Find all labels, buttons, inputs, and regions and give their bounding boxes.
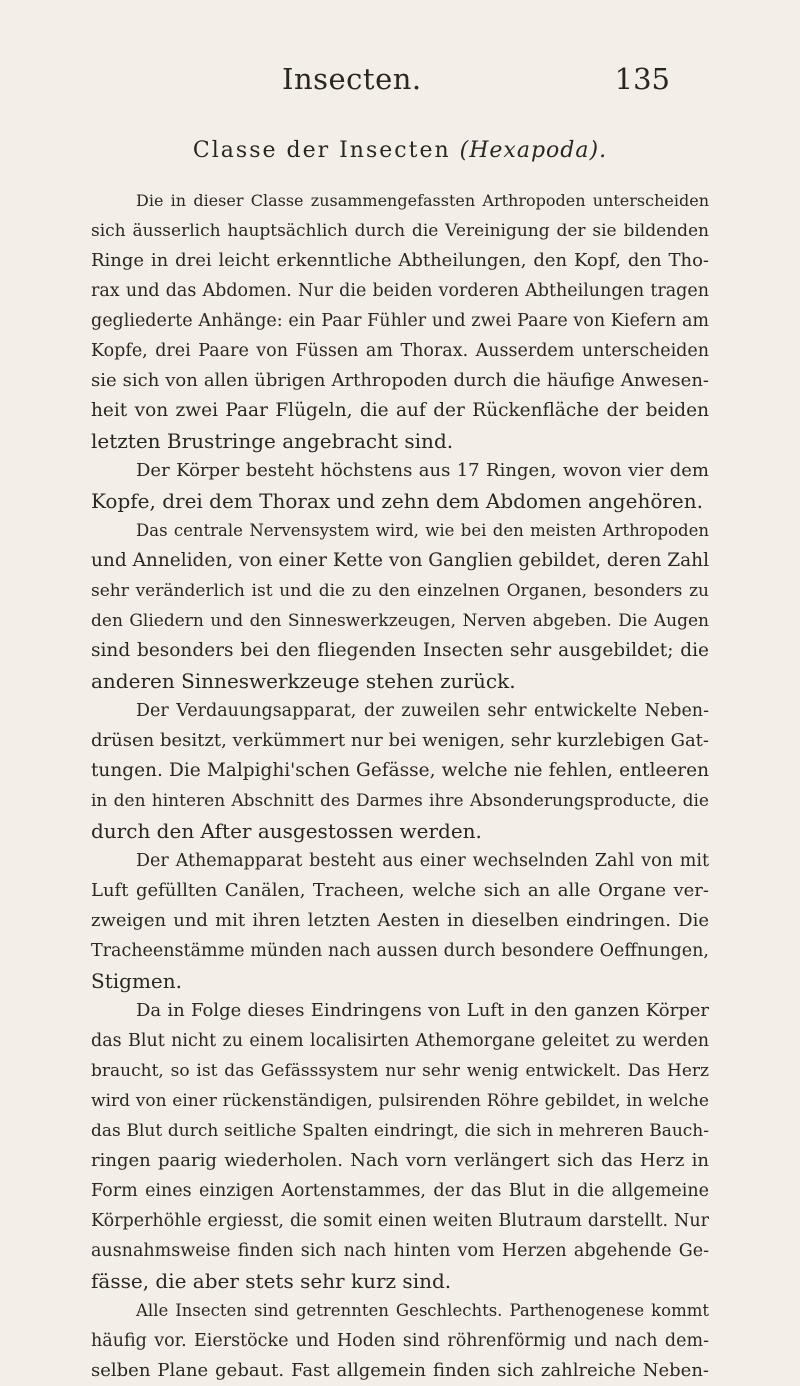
- text-line: ausnahmsweise finden sich nach hinten vom Herzen abgehende Ge-: [91, 1241, 709, 1261]
- text-line: gegliederte Anhänge: ein Paar Fühler und zwei Paare von Kiefern am: [91, 311, 709, 331]
- text-line: ringen paarig wiederholen. Nach vorn verlängert sich das Herz in: [91, 1150, 709, 1171]
- text-line: durch den After ausgestossen werden.: [91, 819, 482, 843]
- text-line: heit von zwei Paar Flügeln, die auf der Rückenfläche der beiden: [91, 400, 709, 421]
- section-heading: [0, 138, 800, 163]
- text-line: zweigen und mit ihren letzten Aesten in dieselben eindringen. Die: [91, 910, 709, 931]
- text-line: Tracheenstämme münden nach aussen durch besondere Oeffnungen,: [91, 941, 709, 961]
- text-line: das Blut nicht zu einem localisirten Athemorgane geleitet zu werden: [91, 1031, 709, 1051]
- text-line: braucht, so ist das Gefässsystem nur sehr wenig entwickelt. Das Herz: [91, 1061, 709, 1081]
- text-line: Luft gefüllten Canälen, Tracheen, welche sich an alle Organe ver-: [91, 880, 709, 901]
- text-line: Kopfe, drei dem Thorax und zehn dem Abdomen angehören.: [91, 489, 704, 513]
- section-heading-latin: (Hexapoda).: [459, 138, 608, 163]
- text-line: Der Verdauungsapparat, der zuweilen sehr entwickelte Neben-: [136, 701, 709, 721]
- text-line: das Blut durch seitliche Spalten eindringt, die sich in mehreren Bauch-: [91, 1121, 709, 1141]
- text-line: Der Körper besteht höchstens aus 17 Ringen, wovon vier dem: [136, 460, 709, 481]
- text-line: Alle Insecten sind getrennten Geschlechts. Parthenogenese kommt: [136, 1301, 709, 1320]
- text-line: fässe, die aber stets sehr kurz sind.: [91, 1269, 452, 1293]
- text-line: tungen. Die Malpighi'schen Gefässe, welche nie fehlen, entleeren: [91, 760, 709, 781]
- text-line: sich äusserlich hauptsächlich durch die Vereinigung der sie bildenden: [91, 221, 709, 241]
- text-line: Form eines einzigen Aortenstammes, der das Blut in die allgemeine: [91, 1181, 709, 1201]
- section-heading-text: Classe der Insecten: [192, 138, 451, 163]
- text-line: letzten Brustringe angebracht sind.: [91, 429, 454, 453]
- page-header: [0, 62, 800, 102]
- text-line: sie sich von allen übrigen Arthropoden durch die häufige Anwesen-: [91, 370, 709, 391]
- text-line: häufig vor. Eierstöcke und Hoden sind röhrenförmig und nach dem-: [91, 1331, 709, 1351]
- text-line: Das centrale Nervensystem wird, wie bei den meisten Arthropoden: [136, 521, 709, 540]
- page-number: 135: [614, 62, 670, 96]
- text-line: Ringe in drei leicht erkenntliche Abtheilungen, den Kopf, den Tho-: [91, 250, 709, 271]
- text-line: Kopfe, drei Paare von Füssen am Thorax. Ausserdem unterscheiden: [91, 341, 709, 361]
- text-line: sind besonders bei den fliegenden Insecten sehr ausgebildet; die: [91, 640, 709, 661]
- running-title: Insecten.: [282, 62, 422, 96]
- text-line: in den hinteren Abschnitt des Darmes ihre Absonderungsproducte, die: [91, 791, 709, 811]
- text-line: Der Athemapparat besteht aus einer wechselnden Zahl von mit: [136, 851, 709, 871]
- text-line: Da in Folge dieses Eindringens von Luft in den ganzen Körper: [136, 1000, 709, 1021]
- text-line: Stigmen.: [91, 969, 182, 993]
- text-line: anderen Sinneswerkzeuge stehen zurück.: [91, 669, 516, 693]
- text-line: sehr veränderlich ist und die zu den einzelnen Organen, besonders zu: [91, 581, 709, 601]
- text-line: rax und das Abdomen. Nur die beiden vorderen Abtheilungen tragen: [91, 281, 709, 301]
- text-line: den Gliedern und den Sinneswerkzeugen, Nerven abgeben. Die Augen: [91, 611, 709, 631]
- text-line: Körperhöhle ergiesst, die somit einen weiten Blutraum darstellt. Nur: [91, 1211, 709, 1231]
- text-line: und Anneliden, von einer Kette von Ganglien gebildet, deren Zahl: [91, 550, 709, 571]
- text-line: wird von einer rückenständigen, pulsirenden Röhre gebildet, in welche: [91, 1091, 709, 1111]
- text-line: Die in dieser Classe zusammengefassten Arthropoden unterscheiden: [136, 191, 709, 210]
- text-line: selben Plane gebaut. Fast allgemein finden sich zahlreiche Neben-: [91, 1360, 709, 1381]
- text-line: drüsen besitzt, verkümmert nur bei wenigen, sehr kurzlebigen Gat-: [91, 730, 709, 751]
